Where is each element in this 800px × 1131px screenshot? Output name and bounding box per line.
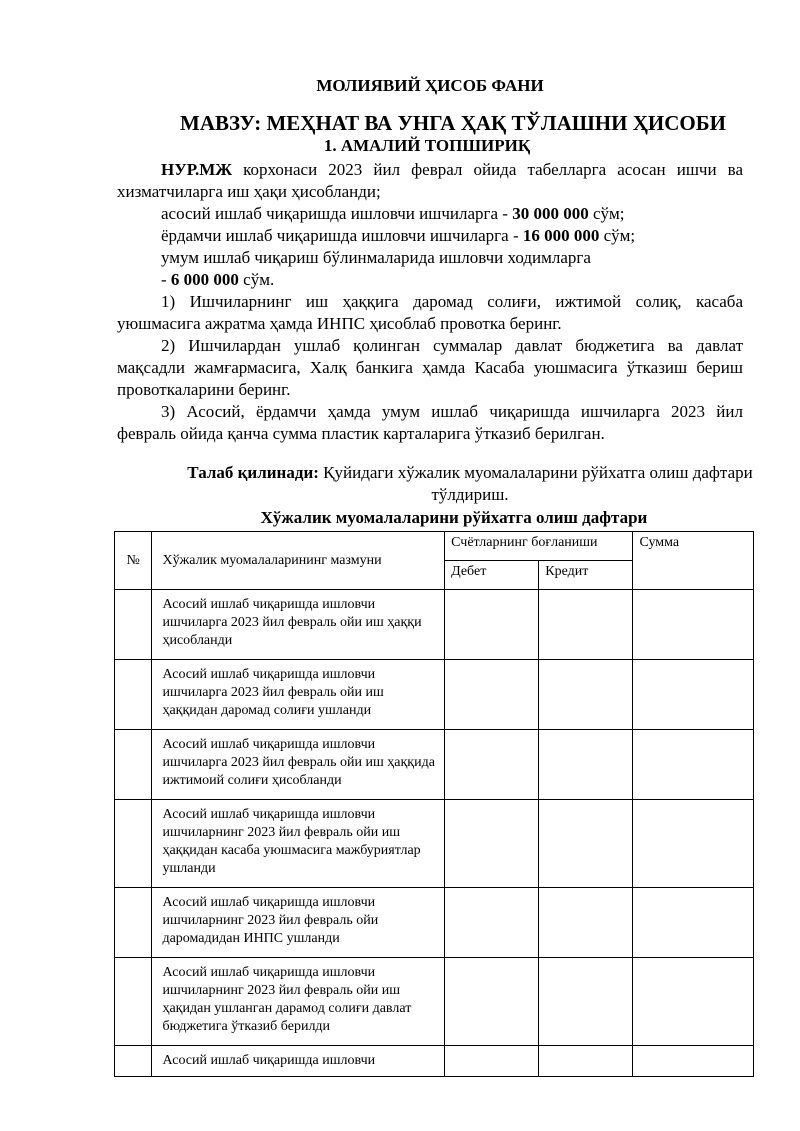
debit-cell[interactable] xyxy=(445,590,539,660)
row-content-cell: Асосий ишлаб чиқаришда ишловчи ишчиларнинг 2023 йил февраль ойи иш ҳаққидан касаба уюшмасига мажбуриятлар ушланди xyxy=(152,800,445,888)
amount-label: ёрдамчи ишлаб чиқаришда ишловчи ишчиларга - xyxy=(161,226,523,245)
header-credit: Кредит xyxy=(539,561,633,590)
row-number-cell[interactable] xyxy=(115,660,152,730)
theme-title: МАВЗУ: МЕҲНАТ ВА УНГА ҲАҚ ТЎЛАШНИ ҲИСОБИ xyxy=(180,111,726,135)
company-name: НУР.МЖ xyxy=(161,160,233,179)
debit-cell[interactable] xyxy=(445,1046,539,1077)
task-item-1: 1) Ишчиларнинг иш ҳаққига даромад солиғи, ижтимой солиқ, касаба уюшмасига ажратма ҳамда ИНПС ҳисоблаб провотка беринг. xyxy=(117,292,743,333)
sum-cell[interactable] xyxy=(633,888,754,958)
amount-value: 16 000 000 xyxy=(522,226,600,245)
intro-paragraph xyxy=(117,159,743,203)
sum-cell[interactable] xyxy=(633,958,754,1046)
sum-cell[interactable] xyxy=(633,800,754,888)
amount-label: умум ишлаб чиқариш бўлинмаларида ишловчи ходимларга xyxy=(161,248,591,267)
sum-cell[interactable] xyxy=(633,660,754,730)
header-accounts: Счётларнинг боғланиши xyxy=(445,532,633,561)
amount-label: асосий ишлаб чиқаришда ишловчи ишчиларга - xyxy=(161,204,513,223)
table-title: Хўжалик муомалаларини рўйхатга олиш дафтари xyxy=(260,508,648,527)
amount-value: 6 000 000 xyxy=(170,270,239,289)
row-number-cell[interactable] xyxy=(115,800,152,888)
row-content-cell: Асосий ишлаб чиқаришда ишловчи xyxy=(152,1046,445,1077)
debit-cell[interactable] xyxy=(445,730,539,800)
sum-cell[interactable] xyxy=(633,730,754,800)
row-content-cell: Асосий ишлаб чиқаришда ишловчи ишчиларнинг 2023 йил февраль ойи иш ҳақидан ушланган дарамод солиғи давлат бюджетига ўтказиб берилди xyxy=(152,958,445,1046)
table-row xyxy=(115,590,754,660)
debit-cell[interactable] xyxy=(445,660,539,730)
amount-line-general xyxy=(161,247,591,269)
table-row xyxy=(115,800,754,888)
row-number-cell[interactable] xyxy=(115,730,152,800)
amount-unit: сўм; xyxy=(599,226,636,245)
debit-cell[interactable] xyxy=(445,888,539,958)
row-number-cell[interactable] xyxy=(115,888,152,958)
header-debit: Дебет xyxy=(445,561,539,590)
row-content-cell: Асосий ишлаб чиқаришда ишловчи ишчиларга 2023 йил февраль ойи иш ҳаққидан даромад солиғи ушланди xyxy=(152,660,445,730)
credit-cell[interactable] xyxy=(539,1046,633,1077)
requirement-paragraph xyxy=(150,462,790,506)
requirement-label: Талаб қилинади: xyxy=(187,463,319,482)
amount-label: - xyxy=(161,270,171,289)
ledger-table xyxy=(114,531,754,1077)
table-row xyxy=(115,730,754,800)
amount-unit: сўм. xyxy=(238,270,275,289)
header-content: Хўжалик муомалаларининг мазмуни xyxy=(152,532,445,590)
requirement-text: Қуйидаги хўжалик муомалаларини рўйхатга олиш дафтари тўлдириш. xyxy=(318,463,753,504)
row-number-cell[interactable] xyxy=(115,590,152,660)
task-item-2: 2) Ишчилардан ушлаб қолинган суммалар давлат бюджетига ва давлат мақсадли жамғармасига, Халқ банкига ҳамда Касаба уюшмасига ўтказиш бериш провоткаларини беринг. xyxy=(117,336,743,399)
debit-cell[interactable] xyxy=(445,800,539,888)
amount-line-main xyxy=(161,203,624,225)
credit-cell[interactable] xyxy=(539,730,633,800)
amount-value: 30 000 000 xyxy=(512,204,589,223)
table-header-row xyxy=(115,532,754,561)
amount-line-auxiliary xyxy=(161,225,635,247)
row-number-cell[interactable] xyxy=(115,1046,152,1077)
table-row xyxy=(115,888,754,958)
row-content-cell: Асосий ишлаб чиқаришда ишловчи ишчиларнинг 2023 йил февраль ойи даромадидан ИНПС ушланди xyxy=(152,888,445,958)
debit-cell[interactable] xyxy=(445,958,539,1046)
amount-line-general-value xyxy=(161,269,274,291)
credit-cell[interactable] xyxy=(539,660,633,730)
header-sum: Сумма xyxy=(633,532,754,590)
row-content-cell: Асосий ишлаб чиқаришда ишловчи ишчиларга 2023 йил февраль ойи иш ҳаққида ижтимоий солиғи ҳисобланди xyxy=(152,730,445,800)
credit-cell[interactable] xyxy=(539,958,633,1046)
sum-cell[interactable] xyxy=(633,590,754,660)
row-content-cell: Асосий ишлаб чиқаришда ишловчи ишчиларга 2023 йил февраль ойи иш ҳаққи ҳисобланди xyxy=(152,590,445,660)
sum-cell[interactable] xyxy=(633,1046,754,1077)
row-number-cell[interactable] xyxy=(115,958,152,1046)
credit-cell[interactable] xyxy=(539,800,633,888)
table-row xyxy=(115,958,754,1046)
table-row xyxy=(115,1046,754,1077)
header-number: № xyxy=(115,532,152,590)
table-row xyxy=(115,660,754,730)
subject-title: МОЛИЯВИЙ ҲИСОБ ФАНИ xyxy=(316,76,544,95)
credit-cell[interactable] xyxy=(539,888,633,958)
amount-unit: сўм; xyxy=(588,204,625,223)
task-title: 1. АМАЛИЙ ТОПШИРИҚ xyxy=(323,136,531,155)
task-item-3: 3) Асосий, ёрдамчи ҳамда умум ишлаб чиқаришда ишчиларга 2023 йил февраль ойида қанча сумма пластик карталарига ўтказиб берилган. xyxy=(117,402,743,443)
intro-text: корхонаси 2023 йил феврал ойида табелларга асосан ишчи ва хизматчиларга иш ҳақи ҳисобланди; xyxy=(117,160,743,201)
credit-cell[interactable] xyxy=(539,590,633,660)
